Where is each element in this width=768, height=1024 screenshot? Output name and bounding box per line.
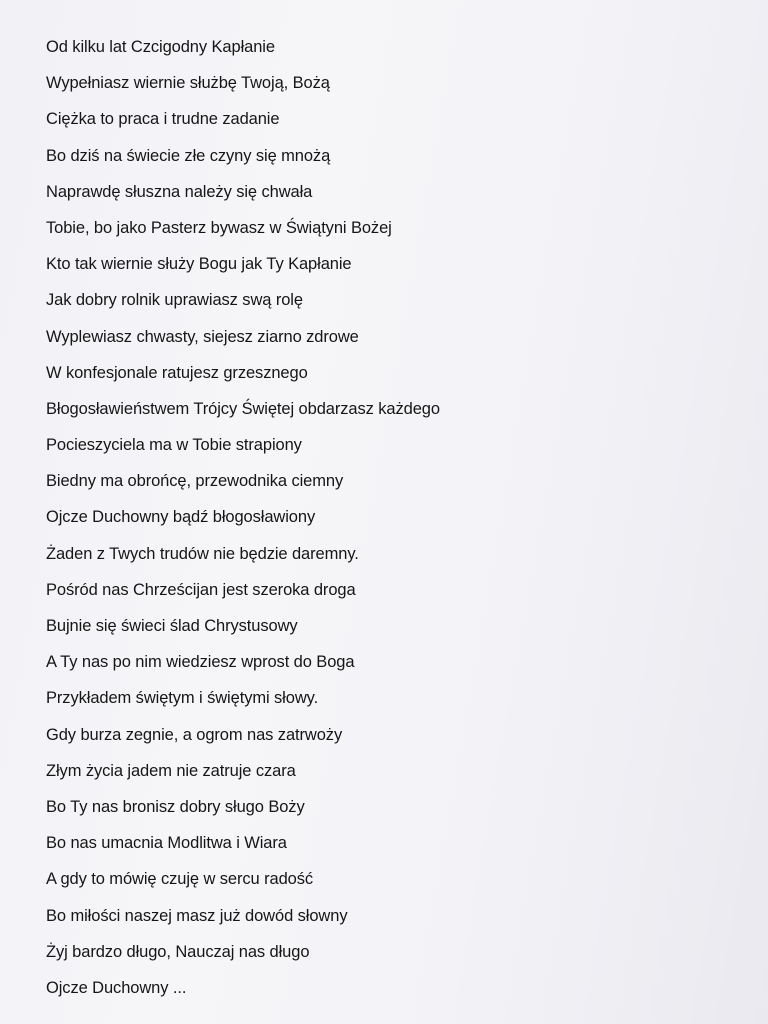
poem-line: Przykładem świętym i świętymi słowy. [46, 689, 319, 708]
poem-line: Bo nas umacnia Modlitwa i Wiara [46, 834, 287, 853]
poem-line: Ciężka to praca i trudne zadanie [46, 110, 280, 129]
poem-line: Żaden z Twych trudów nie będzie daremny. [46, 544, 359, 563]
poem-line: Żyj bardzo długo, Nauczaj nas długo [46, 942, 310, 961]
poem-line: Błogosławieństwem Trójcy Świętej obdarzasz każdego [46, 399, 440, 418]
poem-line: Ojcze Duchowny ... [46, 978, 187, 997]
poem-line: Wyplewiasz chwasty, siejesz ziarno zdrowe [46, 327, 359, 346]
poem-line: Biedny ma obrońcę, przewodnika ciemny [46, 472, 344, 491]
poem-line: Złym życia jadem nie zatruje czara [46, 761, 296, 780]
poem-line: Tobie, bo jako Pasterz bywasz w Świątyni Bożej [46, 218, 392, 237]
poem-line: A Ty nas po nim wiedziesz wprost do Boga [46, 653, 355, 672]
poem-line: Bujnie się świeci ślad Chrystusowy [46, 617, 298, 635]
poem-line: Bo Ty nas bronisz dobry sługo Boży [46, 797, 305, 816]
poem-line: Naprawdę słuszna należy się chwała [46, 182, 313, 201]
poem-line: Bo miłości naszej masz już dowód słowny [46, 906, 348, 925]
poem-line: Od kilku lat Czcigodny Kapłanie [46, 38, 275, 56]
poem-line: Wypełniasz wiernie służbę Twoją, Bożą [46, 74, 330, 93]
poem-line: Jak dobry rolnik uprawiasz swą rolę [46, 291, 303, 310]
poem-line: W konfesjonale ratujesz grzesznego [46, 363, 308, 382]
poem-line: Gdy burza zegnie, a ogrom nas zatrwoży [46, 725, 343, 744]
poem-line: Ojcze Duchowny bądź błogosławiony [46, 508, 316, 527]
poem-line: Pośród nas Chrześcijan jest szeroka droga [46, 580, 356, 599]
poem-line: Kto tak wiernie służy Bogu jak Ty Kapłanie [46, 255, 352, 274]
poem-line: Bo dziś na świecie złe czyny się mnożą [46, 146, 331, 165]
poem-line: Pocieszyciela ma w Tobie strapiony [46, 436, 302, 455]
poem-text [46, 34, 566, 1011]
poem-line: A gdy to mówię czuję w sercu radość [46, 870, 314, 889]
